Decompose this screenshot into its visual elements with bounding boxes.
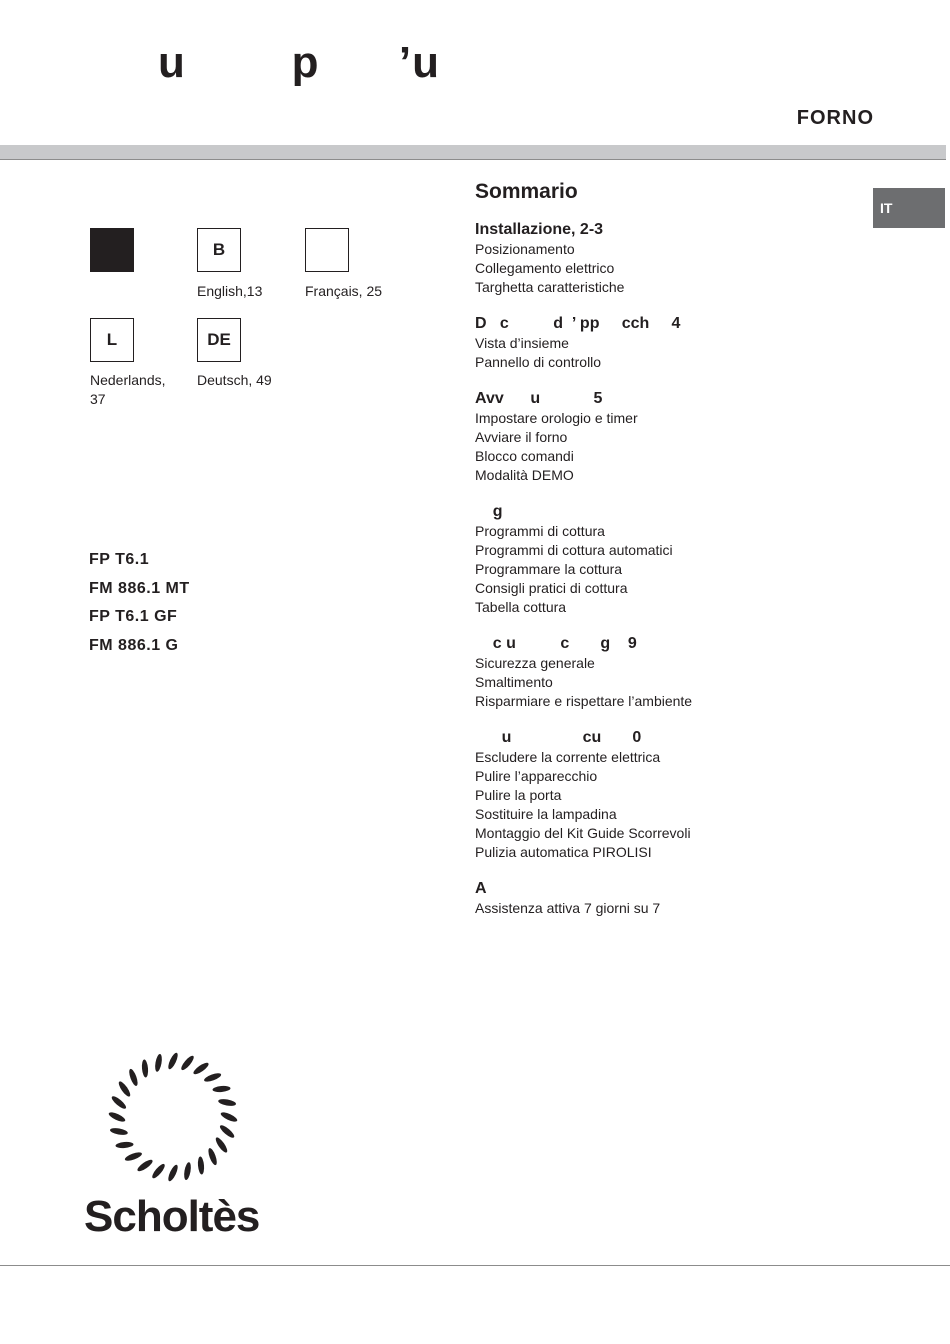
- toc-section-heading[interactable]: u cu 0: [475, 729, 642, 746]
- sun-ray: [183, 1162, 192, 1181]
- sun-ray: [110, 1094, 128, 1110]
- toc-item[interactable]: Avviare il forno: [475, 429, 568, 445]
- model-name: FP T6.1 GF: [89, 608, 178, 626]
- language-box-dutch[interactable]: [90, 318, 134, 362]
- language-code: DE: [207, 330, 231, 349]
- toc-item[interactable]: Assistenza attiva 7 giorni su 7: [475, 900, 661, 916]
- toc-item[interactable]: Pulire la porta: [475, 787, 562, 803]
- toc-section-heading[interactable]: Avv u 5: [475, 390, 603, 407]
- sun-ray: [166, 1052, 179, 1071]
- toc-section: [475, 389, 815, 485]
- sun-ray: [179, 1054, 195, 1072]
- toc-item[interactable]: Risparmiare e rispettare l’ambiente: [475, 693, 693, 709]
- toc-section: [475, 220, 815, 297]
- language-tab-label: IT: [880, 200, 893, 216]
- toc-section-heading[interactable]: A: [475, 880, 487, 897]
- sun-ray: [220, 1110, 239, 1123]
- language-box-english[interactable]: [197, 228, 241, 272]
- language-box-it[interactable]: [90, 228, 134, 272]
- model-list: [89, 549, 190, 664]
- sun-ray: [141, 1059, 149, 1077]
- footer-divider: [0, 1265, 950, 1266]
- sun-ray: [136, 1158, 154, 1173]
- language-label-dutch[interactable]: Nederlands, 37: [90, 372, 166, 407]
- sun-ray: [110, 1127, 129, 1136]
- toc-section-heading[interactable]: c u c g 9: [475, 635, 637, 652]
- sun-ray: [128, 1068, 140, 1087]
- toc-item[interactable]: Programmi di cottura: [475, 523, 605, 539]
- model-name: FM 886.1 G: [89, 637, 179, 655]
- sun-ray: [207, 1147, 219, 1166]
- toc-item[interactable]: Impostare orologio e timer: [475, 410, 638, 426]
- toc-item[interactable]: Programmi di cottura automatici: [475, 542, 673, 558]
- toc-item[interactable]: Pulizia automatica PIROLISI: [475, 844, 652, 860]
- toc-section: [475, 728, 815, 862]
- toc-item[interactable]: Tabella cottura: [475, 599, 567, 615]
- sun-ray: [115, 1141, 133, 1149]
- language-box-german[interactable]: [197, 318, 241, 362]
- language-label-german[interactable]: Deutsch, 49: [197, 372, 272, 388]
- toc-item[interactable]: Modalità DEMO: [475, 467, 574, 483]
- toc-item[interactable]: Sicurezza generale: [475, 655, 595, 671]
- toc-item[interactable]: Targhetta caratteristiche: [475, 279, 625, 295]
- language-code: B: [212, 240, 226, 259]
- brand-logo-text: Scholtès: [84, 1192, 260, 1241]
- toc-title: Sommario: [475, 180, 578, 203]
- toc-section-heading[interactable]: D c d ’ pp cch 4: [475, 315, 681, 332]
- toc-item[interactable]: Collegamento elettrico: [475, 260, 615, 276]
- toc-section-heading[interactable]: g: [475, 503, 503, 520]
- toc-item[interactable]: Consigli pratici di cottura: [475, 580, 628, 596]
- toc-item[interactable]: Pulire l’apparecchio: [475, 768, 598, 784]
- language-code: L: [106, 330, 118, 349]
- toc-section: [475, 634, 815, 711]
- toc-item[interactable]: Posizionamento: [475, 241, 575, 257]
- header-band: [0, 145, 946, 160]
- sun-ray: [166, 1164, 179, 1183]
- sun-logo-icon: [104, 1048, 242, 1186]
- toc-item[interactable]: Pannello di controllo: [475, 354, 602, 370]
- sun-ray: [203, 1072, 222, 1084]
- language-label-french[interactable]: Français, 25: [305, 283, 383, 299]
- toc-section: [475, 879, 815, 918]
- language-label-english[interactable]: English,13: [197, 283, 263, 299]
- toc-section: [475, 314, 815, 372]
- sun-ray: [117, 1080, 132, 1098]
- toc-item[interactable]: Blocco comandi: [475, 448, 574, 464]
- sun-ray: [154, 1054, 163, 1073]
- toc-item[interactable]: Montaggio del Kit Guide Scorrevoli: [475, 825, 691, 841]
- sun-ray: [214, 1136, 229, 1154]
- sun-ray: [197, 1156, 205, 1174]
- language-tab-it[interactable]: [873, 188, 945, 228]
- toc-item[interactable]: Sostituire la lampadina: [475, 806, 617, 822]
- sun-ray: [212, 1085, 230, 1093]
- product-type: FORNO: [796, 107, 874, 129]
- model-name: FP T6.1: [89, 551, 150, 568]
- document-title: u p ’u: [158, 38, 440, 87]
- sun-ray: [218, 1123, 236, 1139]
- toc-section-heading[interactable]: Installazione, 2-3: [475, 221, 604, 238]
- sun-ray: [108, 1110, 127, 1123]
- table-of-contents: [475, 220, 815, 935]
- sun-ray: [192, 1061, 210, 1076]
- model-name: FM 886.1 MT: [89, 579, 190, 597]
- sun-ray: [150, 1162, 166, 1180]
- language-box-french[interactable]: [305, 228, 349, 272]
- toc-item[interactable]: Programmare la cottura: [475, 561, 623, 577]
- toc-section: [475, 502, 815, 617]
- sun-ray: [124, 1151, 143, 1163]
- toc-item[interactable]: Smaltimento: [475, 674, 553, 690]
- sun-ray: [218, 1098, 237, 1107]
- toc-item[interactable]: Vista d’insieme: [475, 335, 569, 351]
- toc-item[interactable]: Escludere la corrente elettrica: [475, 749, 661, 765]
